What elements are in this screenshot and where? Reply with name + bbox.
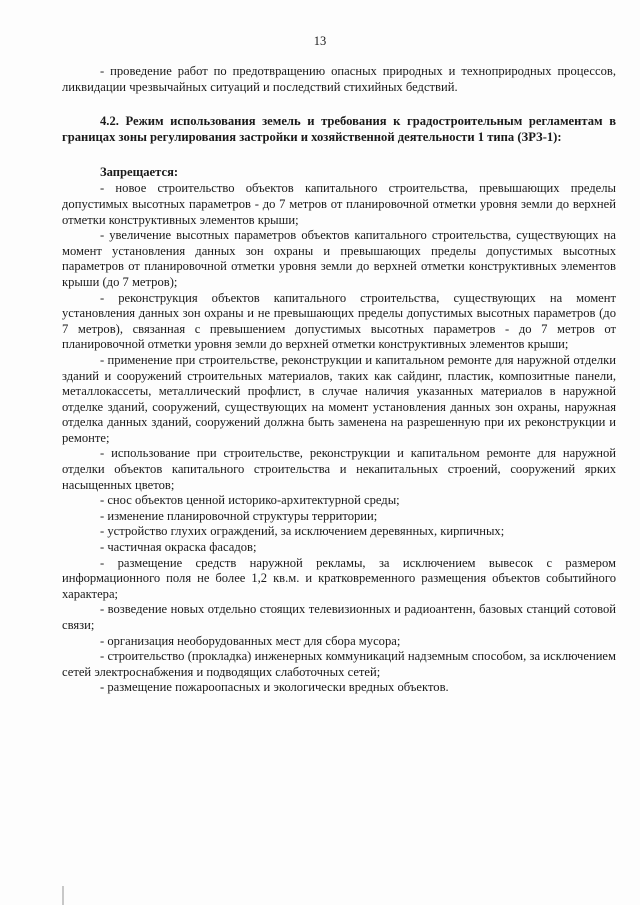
list-item: - размещение пожароопасных и экологически вредных объектов. (100, 680, 449, 695)
section-heading: 4.2. Режим использования земель и требования к градостроительным регламентам в границах зоны регулирования застройки и хозяйственной деятельности 1 типа (ЗРЗ-1): (62, 114, 616, 144)
list-item: - организация необорудованных мест для сбора мусора; (100, 633, 401, 648)
list-item: - размещение средств наружной рекламы, за исключением вывесок с размером информационного поля не более 1,2 кв.м. и кратковременного размещения объектов событийного характера; (62, 555, 616, 601)
prohibited-heading: Запрещается: (100, 164, 179, 179)
intro-paragraph: - проведение работ по предотвращению опасных природных и техноприродных процессов, ликвидации чрезвычайных ситуаций и последствий стихийных бедствий. (62, 64, 616, 94)
list-item: - возведение новых отдельно стоящих телевизионных и радиоантенн, базовых станций сотовой связи; (62, 602, 616, 632)
list-item: - частичная окраска фасадов; (100, 540, 257, 555)
list-item: - строительство (прокладка) инженерных коммуникаций надземным способом, за исключением сетей электроснабжения и подводящих слаботочных сетей; (62, 649, 616, 679)
document-body (62, 64, 616, 696)
list-item: - использование при строительстве, реконструкции и капитальном ремонте для наружной отделки объектов капитального строительства и некапитальных строений, сооружений ярких насыщенных цветов; (62, 446, 616, 492)
list-item: - изменение планировочной структуры территории; (100, 508, 378, 523)
list-item: - применение при строительстве, реконструкции и капитальном ремонте для наружной отделки зданий и сооружений строительных материалов, таких как сайдинг, пластик, композитные панели, металлокассеты, металлический профлист, в случае наличия указанных материалов в наружной отделке зданий, сооружений, существующих на момент установления данных зон охраны, наружная отделка данных зданий, сооружений должна быть заменена на разрешенную при их реконструкции и ремонте; (62, 352, 616, 445)
list-item: - новое строительство объектов капитального строительства, превышающих пределы допустимых высотных параметров - до 7 метров от планировочной отметки уровня земли до верхней отметки конструктивных элементов крыши; (62, 181, 616, 227)
list-item: - устройство глухих ограждений, за исключением деревянных, кирпичных; (100, 524, 505, 539)
list-item: - снос объектов ценной историко-архитектурной среды; (100, 493, 400, 508)
list-item: - реконструкция объектов капитального строительства, существующих на момент установления данных зон охраны и не превышающих пределы допустимых высотных параметров (до 7 метров), связанная с превышением допустимых высотных параметров - до 7 метров от планировочной отметки уровня земли до верхней отметки конструктивных элементов крыши; (62, 290, 616, 352)
scan-edge-mark (62, 886, 64, 905)
page-number: 13 (313, 34, 327, 48)
list-item: - увеличение высотных параметров объектов капитального строительства, существующих на момент установления данных зон охраны и превышающих пределы допустимых высотных параметров от планировочной отметки уровня земли до верхней отметки конструктивных элементов крыши (до 7 метров); (62, 228, 616, 289)
